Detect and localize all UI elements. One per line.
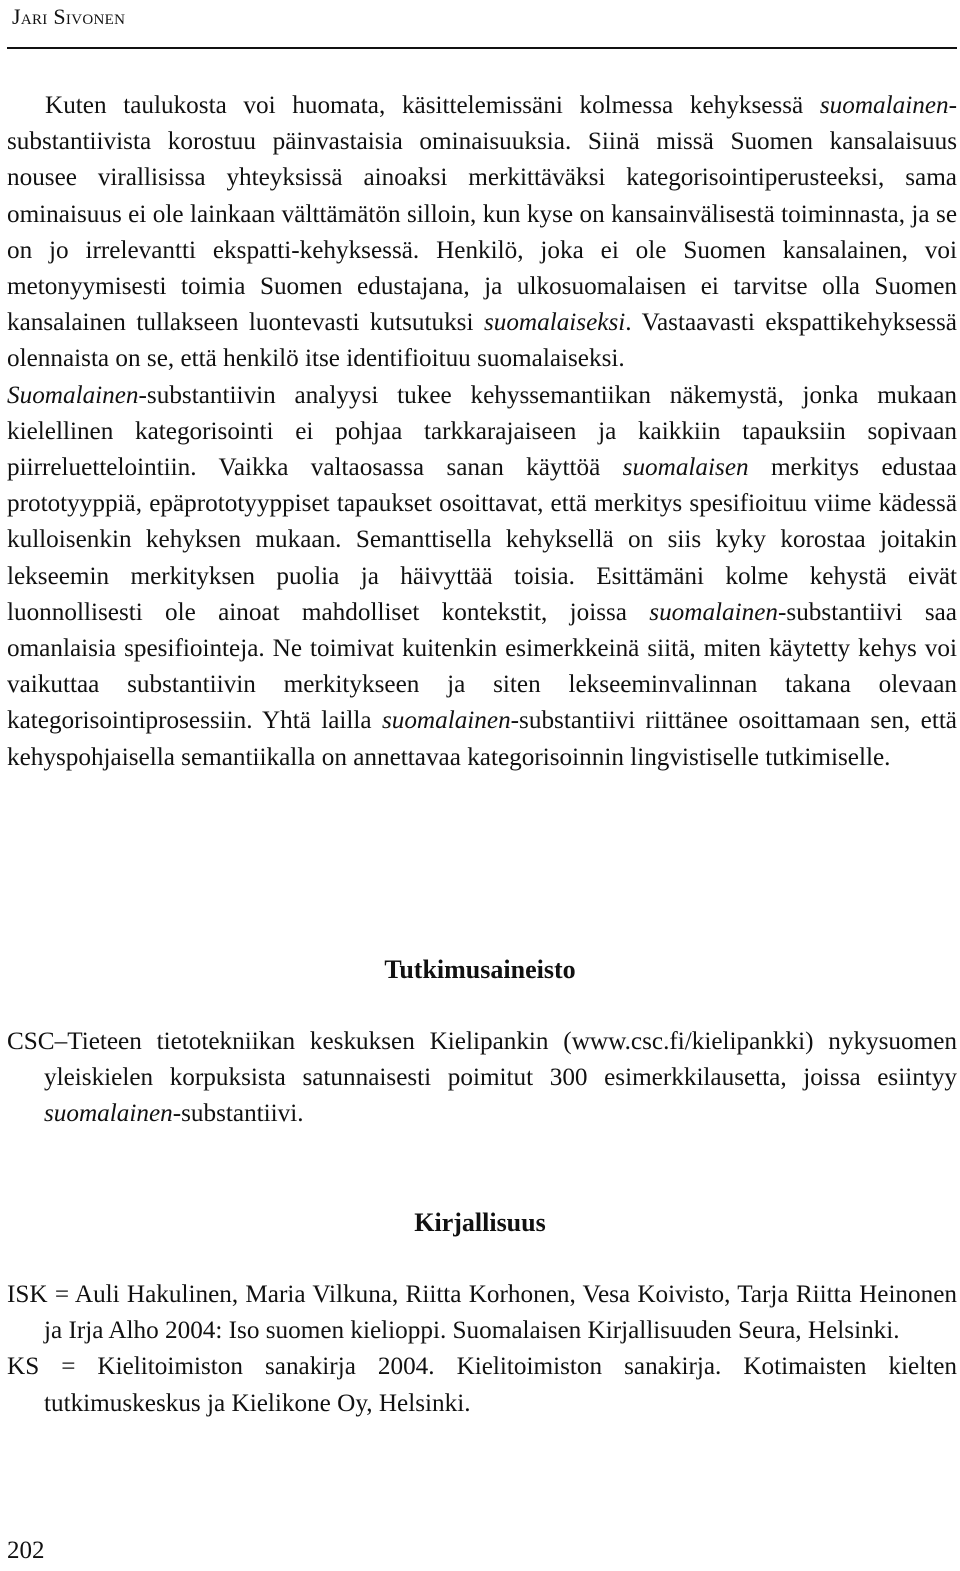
text-run: Kuten taulukosta voi huomata, käsittelemissäni kolmessa kehyksessä bbox=[45, 92, 820, 119]
text-run: -substantiivin analyysi tukee kehyssemantiikan näkemystä, jonka mukaan kielellinen kategorisointi ei pohjaa tarkkarajaiseen ja kaikkiin tapauksiin sopivaan piirreluettelointiin. Vaikka valtaosassa sanan käyttöä bbox=[7, 381, 957, 482]
text-run: CSC–Tieteen tietotekniikan keskuksen Kielipankin (www.csc.fi/kielipankki) nykysuomen yleiskielen korpuksista satunnaisesti poimitut 300 esimerkkilausetta, joissa esiintyy bbox=[7, 1028, 957, 1092]
italic-term: Suomalainen bbox=[7, 381, 139, 409]
text-run: -substantiivi riittänee osoittamaan sen, että kehyspohjaisella semantiikalla on annettavaa kategorisoinnin lingvistiselle tutkimiselle. bbox=[7, 707, 957, 771]
paragraph bbox=[7, 378, 957, 776]
text-run: -substantiivi. bbox=[172, 1100, 304, 1128]
text-run: ISK = Auli Hakulinen, Maria Vilkuna, Riitta Korhonen, Vesa Koivisto, Tarja Riitta Heinonen ja Irja Alho 2004: Iso suomen kielioppi. Suomalaisen Kirjallisuuden Seura, Helsinki. bbox=[7, 1281, 957, 1345]
section-heading-data: Tutkimusaineisto bbox=[384, 955, 576, 984]
text-run: . Vastaavasti ekspattikehyksessä olennaista on se, että henkilö itse identifioituu suomalaiseksi. bbox=[7, 309, 957, 373]
text-run: KS = Kielitoimiston sanakirja 2004. Kielitoimiston sanakirja. Kotimaisten kielten tutkimuskeskus ja Kielikone Oy, Helsinki. bbox=[7, 1353, 957, 1417]
header-rule bbox=[7, 47, 957, 49]
italic-term: suomalaiseksi bbox=[483, 309, 626, 337]
body-text bbox=[7, 88, 957, 776]
italic-term: suomalainen bbox=[649, 598, 779, 626]
data-source-entry bbox=[7, 1024, 957, 1133]
running-header: Jari Sivonen bbox=[12, 4, 126, 29]
italic-term: suomalaisen bbox=[622, 454, 749, 482]
page-number: 202 bbox=[7, 1537, 45, 1564]
reference-entry bbox=[7, 1349, 957, 1421]
paragraph bbox=[7, 88, 957, 378]
data-source-block bbox=[7, 1024, 957, 1133]
section-heading-references: Kirjallisuus bbox=[414, 1208, 546, 1237]
italic-term: suomalainen bbox=[44, 1100, 173, 1128]
reference-entry bbox=[7, 1277, 957, 1349]
text-run: -substantiivista korostuu päinvastaisia ominaisuuksia. Siinä missä Suomen kansalaisuus nousee virallisissa yhteyksissä ainoaksi merkittäväksi kategorisointiperusteeksi, sama ominaisuus ei ole lainkaan välttämätön silloin, kun kyse on kansainvälisestä toiminnasta, ja se on jo irrelevantti ekspatti-kehyksessä. Henkilö, joka ei ole Suomen kansalainen, voi metonyymisesti toimia Suomen edustajana, ja ulkosuomalaisen ei tarvitse olla Suomen kansalainen tullakseen luontevasti kutsutuksi bbox=[7, 92, 957, 337]
italic-term: suomalainen bbox=[381, 707, 511, 735]
text-run: -substantiivi saa omanlaisia spesifiointeja. Ne toimivat kuitenkin esimerkkeinä siitä, miten käytetty kehys voi vaikuttaa substantiivin merkitykseen ja siten lekseeminvalinnan takana olevaan kategorisointiprosessiin. Yhtä lailla bbox=[7, 598, 957, 735]
italic-term: suomalainen bbox=[819, 92, 949, 119]
reference-list bbox=[7, 1277, 957, 1422]
text-run: merkitys edustaa prototyyppiä, epäprototyyppiset tapaukset osoittavat, että merkitys spesifioituu viime kädessä kulloisenkin kehyksen mukaan. Semanttisella kehyksellä on siis kyky korostaa joitakin lekseemin merkityksen puolia ja häivyttää toisia. Esittämäni kolme kehystä eivät luonnollisesti ole ainoat mahdolliset kontekstit, joissa bbox=[7, 454, 957, 626]
